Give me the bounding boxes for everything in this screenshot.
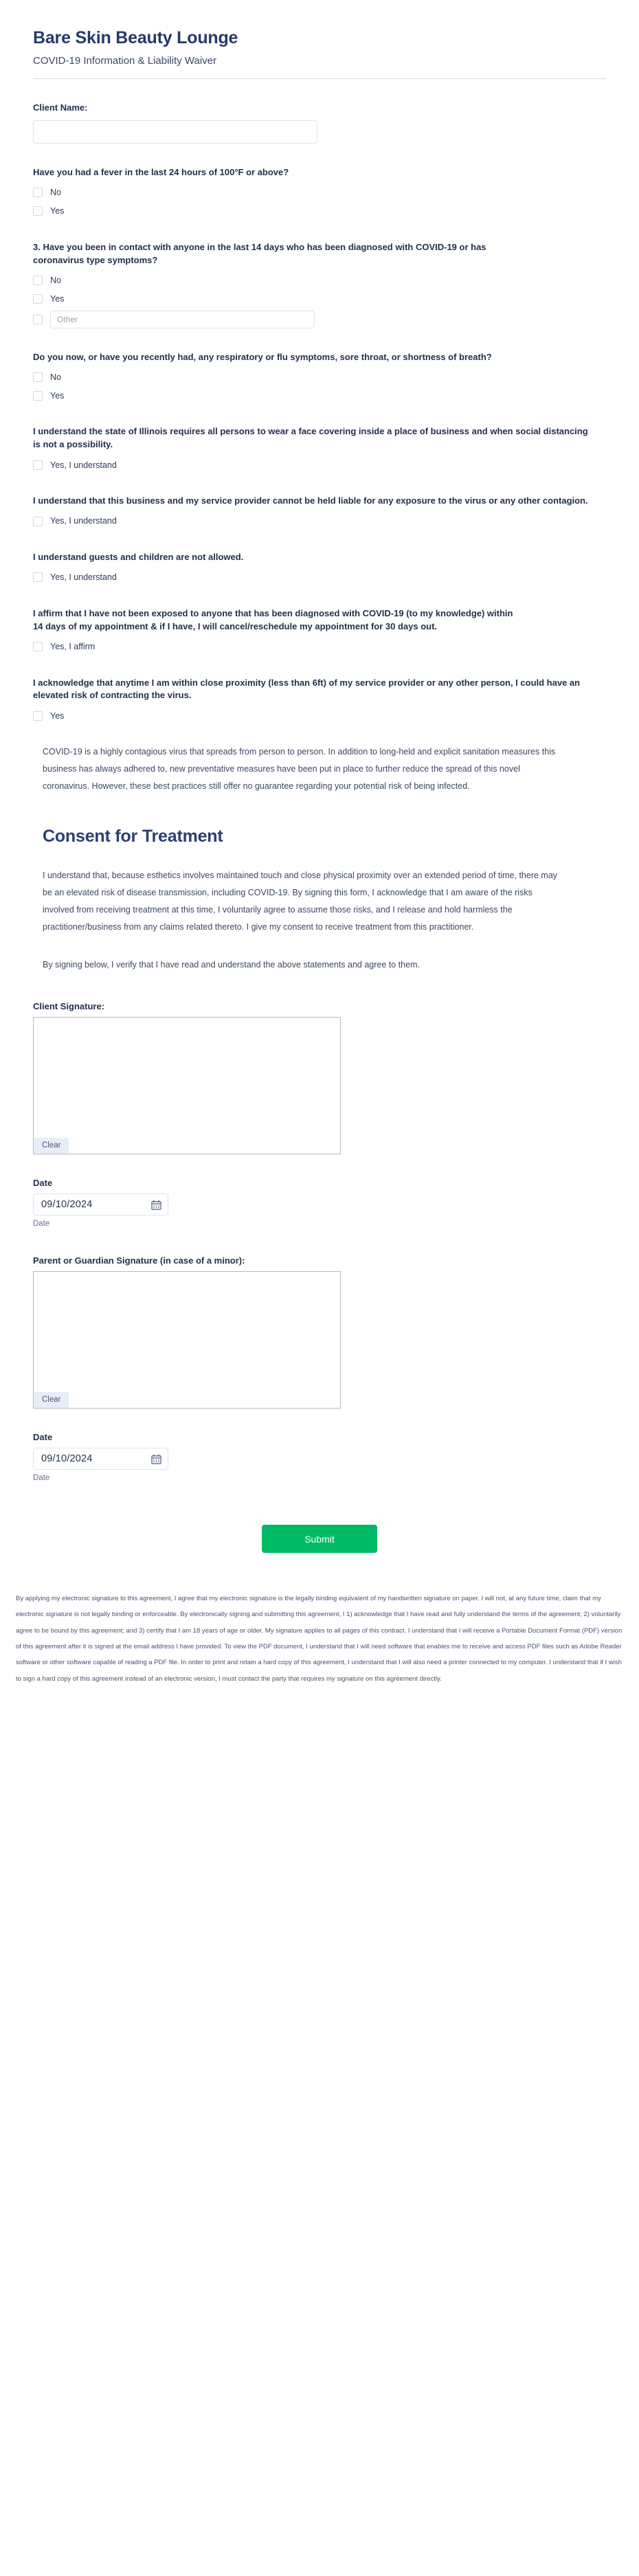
guardian-date-sublabel: Date (33, 1474, 50, 1483)
question-liability (33, 495, 606, 528)
calendar-icon[interactable] (151, 1200, 161, 1210)
info-paragraph: COVID-19 is a highly contagious virus that spreads from person to person. In addition to long-held and explicit sanitation measures this business has always adhered to, new preventative measures have been put in place to further reduce the spread of this novel coronavirus. However, these best practices still offer no guarantee regarding your potential risk of being infected. (43, 747, 556, 792)
guardian-date-label: Date (33, 1432, 53, 1443)
consent-paragraph-2: By signing below, I verify that I have read and understand the above statements and agree to them. (43, 960, 420, 970)
client-date-label: Date (33, 1178, 53, 1189)
option-label: Yes, I understand (50, 572, 117, 583)
question-proximity (33, 677, 606, 724)
option-label: Yes, I understand (50, 460, 117, 470)
header-divider (33, 78, 606, 79)
question-face-covering (33, 425, 606, 472)
option-label: Yes (50, 294, 65, 304)
checkbox-icon[interactable] (33, 460, 43, 470)
legal-footer (0, 1591, 639, 1714)
option-row[interactable] (33, 388, 606, 403)
clear-guardian-signature-button[interactable]: Clear (34, 1392, 69, 1408)
guardian-date-field[interactable] (33, 1448, 168, 1470)
option-row[interactable] (33, 514, 606, 528)
option-row[interactable] (33, 273, 606, 288)
checkbox-icon[interactable] (33, 294, 43, 304)
question-face-covering-options (33, 458, 606, 472)
checkbox-icon[interactable] (33, 517, 43, 526)
other-input[interactable]: Other (50, 311, 315, 328)
question-face-covering-label: I understand the state of Illinois requires all persons to wear a face covering inside a place of business and when social distancing is not a possibility. (33, 426, 588, 450)
option-label: Yes (50, 390, 65, 401)
consent-paragraph-1: I understand that, because esthetics involves maintained touch and close physical proximity over an extended period of time, there may be an elevated risk of disease transmission, including COVID-19. By signing this form, I acknowledge that I am aware of the risks involved from receiving treatment at this time, I voluntarily agree to assume those risks, and I release and hold harmless the practitioner/business from any claims related thereto. I give my consent to receive treatment from this practitioner. (43, 871, 558, 932)
client-signature-label: Client Signature: (33, 1001, 105, 1012)
client-name-label: Client Name: (33, 102, 88, 113)
option-label: Yes, I affirm (50, 641, 96, 651)
option-row[interactable] (33, 204, 606, 219)
guardian-date-value: 09/10/2024 (41, 1453, 93, 1465)
question-fever (33, 166, 606, 219)
consent-paragraph-2-block (33, 956, 606, 974)
question-respiratory-label: Do you now, or have you recently had, any respiratory or flu symptoms, sore throat, or shortness of breath? (33, 351, 492, 362)
question-fever-options (33, 186, 606, 219)
option-row-other[interactable] (33, 311, 606, 328)
client-date-field[interactable] (33, 1194, 168, 1216)
checkbox-icon[interactable] (33, 572, 43, 582)
question-contact-options (33, 273, 606, 328)
question-guests (33, 551, 606, 585)
question-guests-label: I understand guests and children are not allowed. (33, 552, 244, 562)
question-respiratory (33, 351, 606, 403)
client-name-input[interactable] (33, 120, 317, 144)
guardian-signature-section (33, 1255, 606, 1482)
checkbox-icon[interactable] (33, 711, 43, 721)
consent-paragraph-1-block (33, 867, 606, 936)
question-respiratory-options (33, 370, 606, 403)
question-liability-options (33, 514, 606, 528)
guardian-signature-label: Parent or Guardian Signature (in case of a minor): (33, 1255, 245, 1266)
question-contact-label: 3. Have you been in contact with anyone in the last 14 days who has been diagnosed with COVID-19 or has coronavirus type symptoms? (33, 241, 486, 265)
question-exposure-label: I affirm that I have not been exposed to anyone that has been diagnosed with COVID-19 (to my knowledge) within 14 days of my appointment & if I have, I will cancel/reschedule my appointment for 30 days out. (33, 607, 513, 631)
option-label: Yes (50, 206, 65, 216)
option-label: No (50, 188, 61, 198)
info-paragraph-block (33, 743, 606, 795)
client-signature-pad[interactable] (33, 1017, 341, 1154)
client-date-value: 09/10/2024 (41, 1199, 93, 1211)
submit-button[interactable]: Submit (262, 1525, 377, 1553)
option-row[interactable] (33, 186, 606, 200)
checkbox-icon[interactable] (33, 276, 43, 285)
clear-client-signature-button[interactable]: Clear (34, 1138, 69, 1154)
client-signature-section (33, 1001, 606, 1228)
page-subtitle: COVID-19 Information & Liability Waiver (33, 55, 217, 67)
question-exposure-affirmation (33, 607, 606, 654)
client-date-sublabel: Date (33, 1220, 50, 1229)
question-exposure-options (33, 640, 606, 654)
option-row[interactable] (33, 292, 606, 306)
option-row[interactable] (33, 708, 606, 723)
form-header (33, 27, 606, 79)
option-label: Yes, I understand (50, 516, 117, 526)
checkbox-icon[interactable] (33, 315, 43, 324)
question-guests-options (33, 570, 606, 585)
checkbox-icon[interactable] (33, 188, 43, 197)
option-row[interactable] (33, 458, 606, 472)
legal-text: By applying my electronic signature to this agreement, I agree that my electronic signature is the legally binding equivalent of my handwritten signature on paper. I will not, at any future time, claim that my electronic signature is not legally binding or enforceable. By electronically signing and submitting this agreement, I 1) acknowledge that I have read and fully understand the terms of the agreement; 2) voluntarily agree to be bound by this agreement; and 3) certify that I am 18 years of age or older. My signature applies to all pages of this contract. I understand that I will receive a Portable Document Format (PDF) version of this agreement after it is signed at the email address I have provided. To view the PDF document, I understand that I will need software that enables me to receive and access PDF files such as Adobe Reader software or other software capable of reading a PDF file. In order to print and retain a hard copy of this agreement, I understand that I will also need a printer connected to my computer. I understand that if I wish to sign a hard copy of this agreement instead of an electronic version, I must contact the party that requires my signature on this agreement directly. (16, 1595, 623, 1683)
consent-heading: Consent for Treatment (43, 827, 223, 847)
checkbox-icon[interactable] (33, 206, 43, 216)
checkbox-icon[interactable] (33, 372, 43, 382)
option-label: No (50, 276, 61, 285)
submit-row (33, 1525, 606, 1553)
question-proximity-label: I acknowledge that anytime I am within close proximity (less than 6ft) of my service provider or any other person, I could have an elevated risk of contracting the virus. (33, 677, 581, 701)
question-liability-label: I understand that this business and my service provider cannot be held liable for any exposure to the virus or any other contagion. (33, 495, 588, 506)
option-label: Yes (50, 710, 65, 721)
calendar-icon[interactable] (151, 1454, 161, 1464)
page-title: Bare Skin Beauty Lounge (33, 28, 238, 47)
checkbox-icon[interactable] (33, 642, 43, 651)
option-row[interactable] (33, 570, 606, 585)
option-row[interactable] (33, 370, 606, 384)
question-fever-label: Have you had a fever in the last 24 hours of 100°F or above? (33, 167, 289, 178)
field-client-name (33, 102, 606, 144)
option-label: No (50, 372, 61, 382)
option-row[interactable] (33, 640, 606, 654)
guardian-signature-pad[interactable] (33, 1271, 341, 1409)
question-contact (33, 241, 606, 328)
checkbox-icon[interactable] (33, 391, 43, 401)
question-proximity-options (33, 708, 606, 723)
